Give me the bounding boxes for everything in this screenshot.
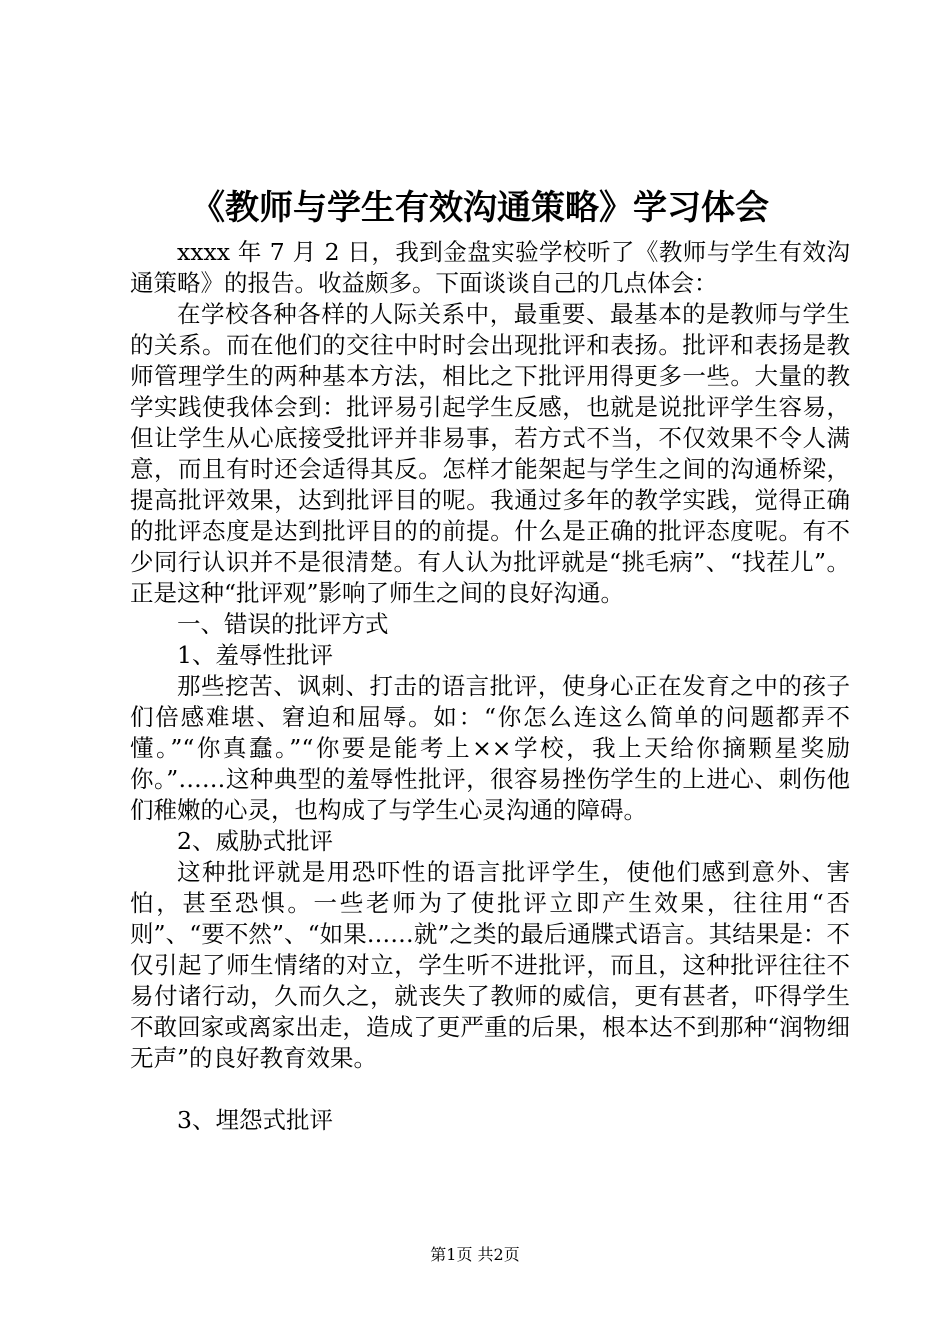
page-footer: 第1页 共2页 [430,1245,520,1264]
subheading-complaining: 3、埋怨式批评 [177,1106,333,1134]
document-title: 《教师与学生有效沟通策略》学习体会 [191,188,769,228]
subheading-humiliating: 1、羞辱性批评 [177,641,333,669]
subheading-threatening: 2、威胁式批评 [177,827,333,855]
paragraph-threatening: 这种批评就是用恐吓性的语言批评学生，使他们感到意外、害怕，甚至恐惧。一些老师为了使批评立即产生效果，往往用“否则”、“要不然”、“如果……就”之类的最后通牒式语言。其结果是：不仅引起了师生情绪的对立，学生听不进批评，而且，这种批评往往不易付诸行动，久而久之，就丧失了教师的威信，更有甚者，吓得学生不敢回家或离家出走，造成了更严重的后果，根本达不到那种“润物细无声”的良好教育效果。 [130,858,850,1072]
paragraph-intro: xxxx 年 7 月 2 日，我到金盘实验学校听了《教师与学生有效沟通策略》的报告。收益颇多。下面谈谈自己的几点体会： [130,238,850,297]
paragraph-humiliating: 那些挖苦、讽刺、打击的语言批评，使身心正在发育之中的孩子们倍感难堪、窘迫和屈辱。如：“你怎么连这么简单的问题都弄不懂。”“你真蠢。”“你要是能考上××学校，我上天给你摘颗星奖励你。”……这种典型的羞辱性批评，很容易挫伤学生的上进心、刺伤他们稚嫩的心灵，也构成了与学生心灵沟通的障碍。 [130,672,850,824]
paragraph-gap [130,1074,850,1105]
document-body [130,237,850,1136]
paragraph-relationship: 在学校各种各样的人际关系中，最重要、最基本的是教师与学生的关系。而在他们的交往中时时会出现批评和表扬。批评和表扬是教师管理学生的两种基本方法，相比之下批评用得更多一些。大量的教学实践使我体会到：批评易引起学生反感，也就是说批评学生容易，但让学生从心底接受批评并非易事，若方式不当，不仅效果不令人满意，而且有时还会适得其反。怎样才能架起与学生之间的沟通桥梁，提高批评效果，达到批评目的呢。我通过多年的教学实践，觉得正确的批评态度是达到批评目的的前提。什么是正确的批评态度呢。有不少同行认识并不是很清楚。有人认为批评就是“挑毛病”、“找茬儿”。正是这种“批评观”影响了师生之间的良好沟通。 [130,300,850,607]
section-heading-wrong-methods: 一、错误的批评方式 [177,610,389,638]
